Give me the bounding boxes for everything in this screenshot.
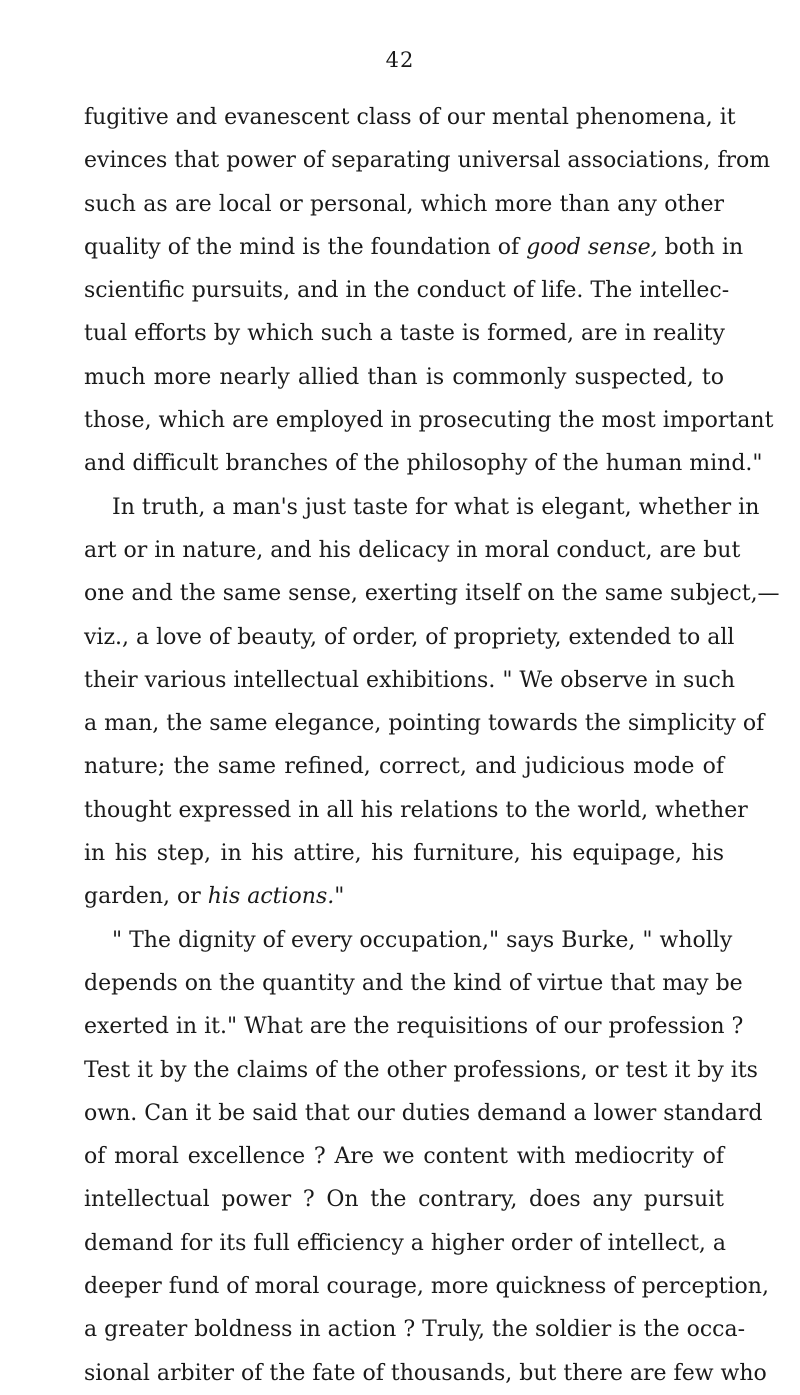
text-segment: those, which are employed in prosecuting the most important bbox=[84, 408, 774, 434]
text-segment: quality of the mind is the foundation of bbox=[84, 234, 527, 260]
text-line bbox=[84, 226, 744, 269]
text-segment: viz., a love of beauty, of order, of propriety, extended to all bbox=[84, 624, 735, 650]
text-line bbox=[84, 1352, 767, 1395]
text-segment: depends on the quantity and the kind of virtue that may be bbox=[84, 970, 743, 996]
italic-text: his actions." bbox=[207, 884, 345, 910]
text-segment: scientific pursuits, and in the conduct of life. The intellec- bbox=[84, 278, 730, 304]
text-line bbox=[84, 616, 735, 659]
body-text bbox=[84, 96, 780, 1395]
text-line bbox=[84, 919, 733, 962]
text-segment: a greater boldness in action ? Truly, the soldier is the occa- bbox=[84, 1317, 746, 1343]
text-segment: art or in nature, and his delicacy in moral conduct, are but bbox=[84, 537, 741, 563]
text-segment: their various intellectual exhibitions. " We observe in such bbox=[84, 667, 736, 693]
text-line bbox=[84, 962, 743, 1005]
text-segment: thought expressed in all his relations to the world, whether bbox=[84, 797, 748, 823]
text-segment: much more nearly allied than is commonly suspected, to bbox=[84, 364, 724, 390]
text-line bbox=[84, 269, 730, 312]
text-segment: intellectual power ? On the contrary, does any pursuit bbox=[84, 1187, 724, 1213]
text-line bbox=[84, 399, 774, 442]
page-number: 42 bbox=[385, 48, 415, 72]
text-line bbox=[84, 659, 736, 702]
text-line bbox=[84, 1005, 744, 1048]
text-segment: both in bbox=[657, 234, 744, 260]
italic-text: good sense, bbox=[526, 234, 658, 260]
text-segment: a man, the same elegance, pointing towards the simplicity of bbox=[84, 711, 765, 737]
text-segment: in his step, in his attire, his furniture, his equipage, his bbox=[84, 841, 724, 867]
text-segment: fugitive and evanescent class of our mental phenomena, it bbox=[84, 105, 736, 130]
text-line bbox=[84, 745, 724, 788]
text-segment: nature; the same refined, correct, and judicious mode of bbox=[84, 754, 724, 780]
text-segment: evinces that power of separating universal associations, from bbox=[84, 148, 771, 174]
text-line bbox=[84, 1049, 758, 1092]
text-line bbox=[84, 529, 741, 572]
text-segment: sional arbiter of the fate of thousands, but there are few who bbox=[84, 1360, 767, 1386]
text-line bbox=[84, 442, 763, 485]
text-segment: and difficult branches of the philosophy of the human mind." bbox=[84, 451, 763, 477]
text-segment: " The dignity of every occupation," says Burke, " wholly bbox=[112, 927, 733, 953]
text-segment: own. Can it be said that our duties demand a lower standard bbox=[84, 1100, 763, 1126]
text-segment: exerted in it." What are the requisitions of our profession ? bbox=[84, 1014, 744, 1040]
text-line bbox=[84, 312, 724, 355]
text-line bbox=[84, 875, 724, 918]
text-segment: garden, or bbox=[84, 884, 208, 910]
text-segment: deeper fund of moral courage, more quickness of perception, bbox=[84, 1274, 769, 1300]
text-line bbox=[84, 1222, 727, 1265]
text-line bbox=[84, 1265, 769, 1308]
text-segment: of moral excellence ? Are we content with mediocrity of bbox=[84, 1144, 724, 1170]
text-line bbox=[84, 1178, 724, 1221]
text-segment: Test it by the claims of the other professions, or test it by its bbox=[84, 1057, 758, 1083]
text-line bbox=[84, 183, 724, 226]
text-line bbox=[84, 789, 748, 832]
text-segment: tual efforts by which such a taste is formed, are in reality bbox=[84, 321, 725, 347]
text-segment: In truth, a man's just taste for what is elegant, whether in bbox=[112, 494, 760, 520]
text-line bbox=[84, 1135, 724, 1178]
text-line bbox=[84, 832, 724, 875]
text-line bbox=[84, 702, 765, 745]
text-line bbox=[84, 572, 780, 615]
text-segment: such as are local or personal, which more than any other bbox=[84, 191, 724, 217]
text-line bbox=[84, 139, 771, 182]
text-line bbox=[84, 1092, 763, 1135]
text-line bbox=[84, 486, 760, 529]
text-segment: one and the same sense, exerting itself on the same subject,— bbox=[84, 581, 780, 607]
text-line bbox=[84, 356, 724, 399]
text-line bbox=[84, 1308, 746, 1351]
text-line bbox=[84, 96, 736, 139]
text-segment: demand for its full efficiency a higher order of intellect, a bbox=[84, 1230, 727, 1256]
